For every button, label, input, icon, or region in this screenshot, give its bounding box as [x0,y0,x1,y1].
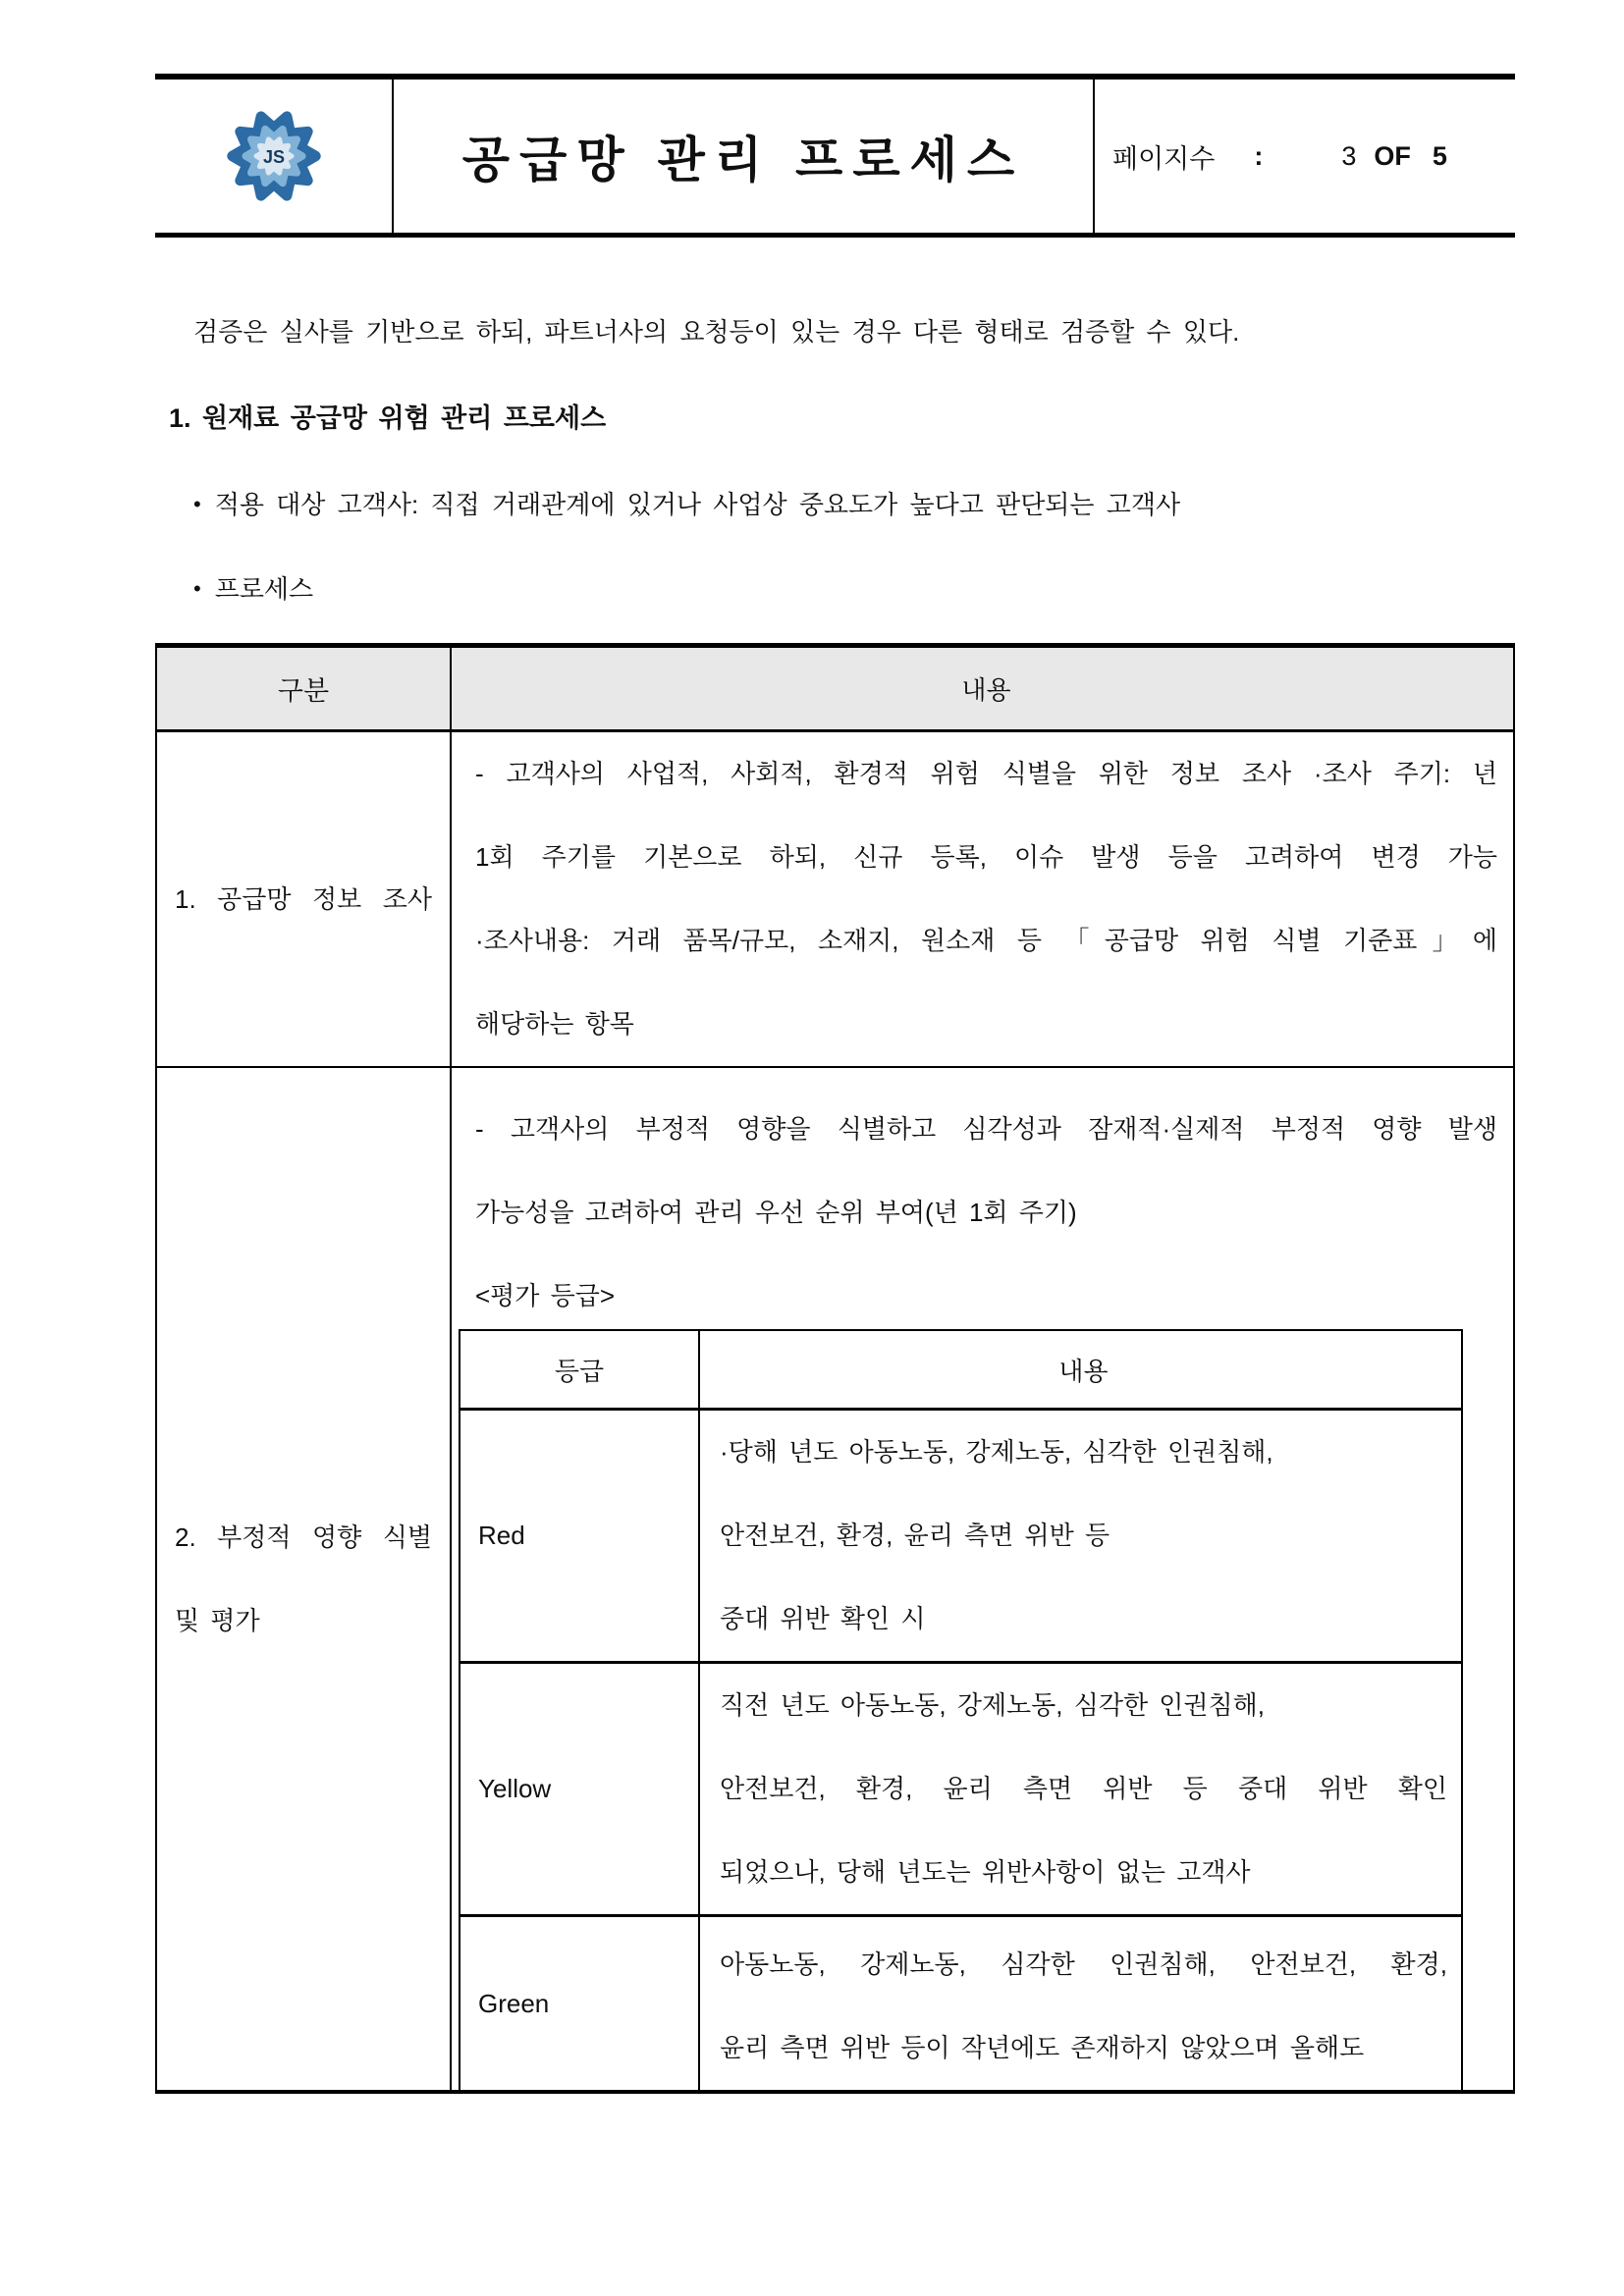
table-cell-line: 안전보건, 환경, 윤리 측면 위반 등 중대 위반 확인 [720,1774,1447,1803]
row-label-text: 및 평가 [175,1605,260,1635]
bullet-text: 프로세스 [214,574,314,604]
logo-text: JS [262,146,285,167]
rating-row-yellow [460,1664,1461,1917]
table-row-negative-impact [157,1068,1513,2090]
rating-table [459,1329,1463,2090]
page-count-label: 페이지수 [1112,143,1216,174]
bullet-item-process [193,569,313,606]
process-table [155,643,1515,2094]
table-cell-line: 안전보건, 환경, 윤리 측면 위반 등 [720,1521,1110,1550]
grade-content-cell [700,1664,1461,1914]
row-content-cell [452,732,1513,1066]
table-cell-line: 윤리 측면 위반 등이 작년에도 존재하지 않았으며 올해도 [720,2033,1365,2062]
row-label-cell [157,732,452,1066]
section-heading: 1. 원재료 공급망 위험 관리 프로세스 [169,403,607,433]
grade-label-text: Yellow [478,1774,552,1803]
grade-label-cell [460,1664,700,1914]
column-header-text: 구분 [277,676,330,706]
row-content-cell [452,1068,1513,2090]
table-row-supply-chain-survey [157,732,1513,1068]
rating-column-header-grade [460,1331,700,1408]
column-header-text: 내용 [1058,1356,1109,1386]
table-cell-line: 1회 주기를 기본으로 하되, 신규 등록, 이슈 발생 등을 고려하여 변경 가능 [475,842,1497,872]
header-logo-cell [155,80,394,233]
column-header-text: 내용 [961,675,1011,705]
rating-column-header-content [700,1331,1461,1408]
row-label-text: 2. 부정적 영향 식별 [175,1522,432,1552]
grade-label-cell [460,1411,700,1661]
table-cell-line: - 고객사의 사업적, 사회적, 환경적 위험 식별을 위한 정보 조사 ·조사 주기: 년 [475,759,1497,788]
grade-content-cell [700,1917,1461,2090]
column-header-text: 등급 [554,1356,605,1386]
table-cell-line: 되었으나, 당해 년도는 위반사항이 없는 고객사 [720,1857,1251,1887]
column-header-content [452,648,1513,729]
page-number-total: 5 [1432,140,1447,171]
table-cell-line: 중대 위반 확인 시 [720,1604,926,1633]
page-number-current: 3 [1341,140,1357,171]
grade-label-text: Green [478,1988,550,2018]
header-page-cell [1095,80,1515,233]
rating-row-red [460,1411,1461,1664]
document-title: 공급망 관리 프로세스 [461,133,1025,187]
row-label-cell [157,1068,452,2090]
page-count-colon: : [1254,140,1264,171]
grade-content-cell [700,1411,1461,1661]
table-cell-line: - 고객사의 부정적 영향을 식별하고 심각성과 잠재적·실제적 부정적 영향 발생 [475,1114,1497,1144]
table-cell-line: 가능성을 고려하여 관리 우선 순위 부여(년 1회 주기) [475,1198,1077,1227]
header-title-cell [394,80,1095,233]
bullet-text: 적용 대상 고객사: 직접 거래관계에 있거나 사업상 중요도가 높다고 판단되는 고객사 [214,490,1181,519]
bullet-icon: • [193,576,201,601]
table-cell-line: ·당해 년도 아동노동, 강제노동, 심각한 인권침해, [720,1437,1273,1467]
column-header-category [157,648,452,729]
grade-label-text: Red [478,1521,525,1550]
grade-label-cell [460,1917,700,2090]
bullet-item-target-customers [193,485,1180,521]
page-number-of: OF [1374,140,1411,171]
rating-table-header-row [460,1331,1461,1411]
row-label-text: 1. 공급망 정보 조사 [175,883,432,914]
intro-paragraph: 검증은 실사를 기반으로 하되, 파트너사의 요청등이 있는 경우 다른 형태로 검증할 수 있다. [193,317,1240,347]
process-table-header-row [157,648,1513,732]
table-cell-line: <평가 등급> [475,1281,616,1310]
document-header [155,74,1515,238]
bullet-icon: • [193,492,201,516]
table-cell-line: 직전 년도 아동노동, 강제노동, 심각한 인권침해, [720,1690,1265,1720]
table-cell-line: 아동노동, 강제노동, 심각한 인권침해, 안전보건, 환경, [720,1949,1447,1979]
table-cell-line: 해당하는 항목 [475,1009,634,1039]
table-cell-line: ·조사내용: 거래 품목/규모, 소재지, 원소재 등 「공급망 위험 식별 기준표」에 [475,926,1497,955]
company-logo-icon [222,104,326,208]
rating-row-green [460,1917,1461,2090]
